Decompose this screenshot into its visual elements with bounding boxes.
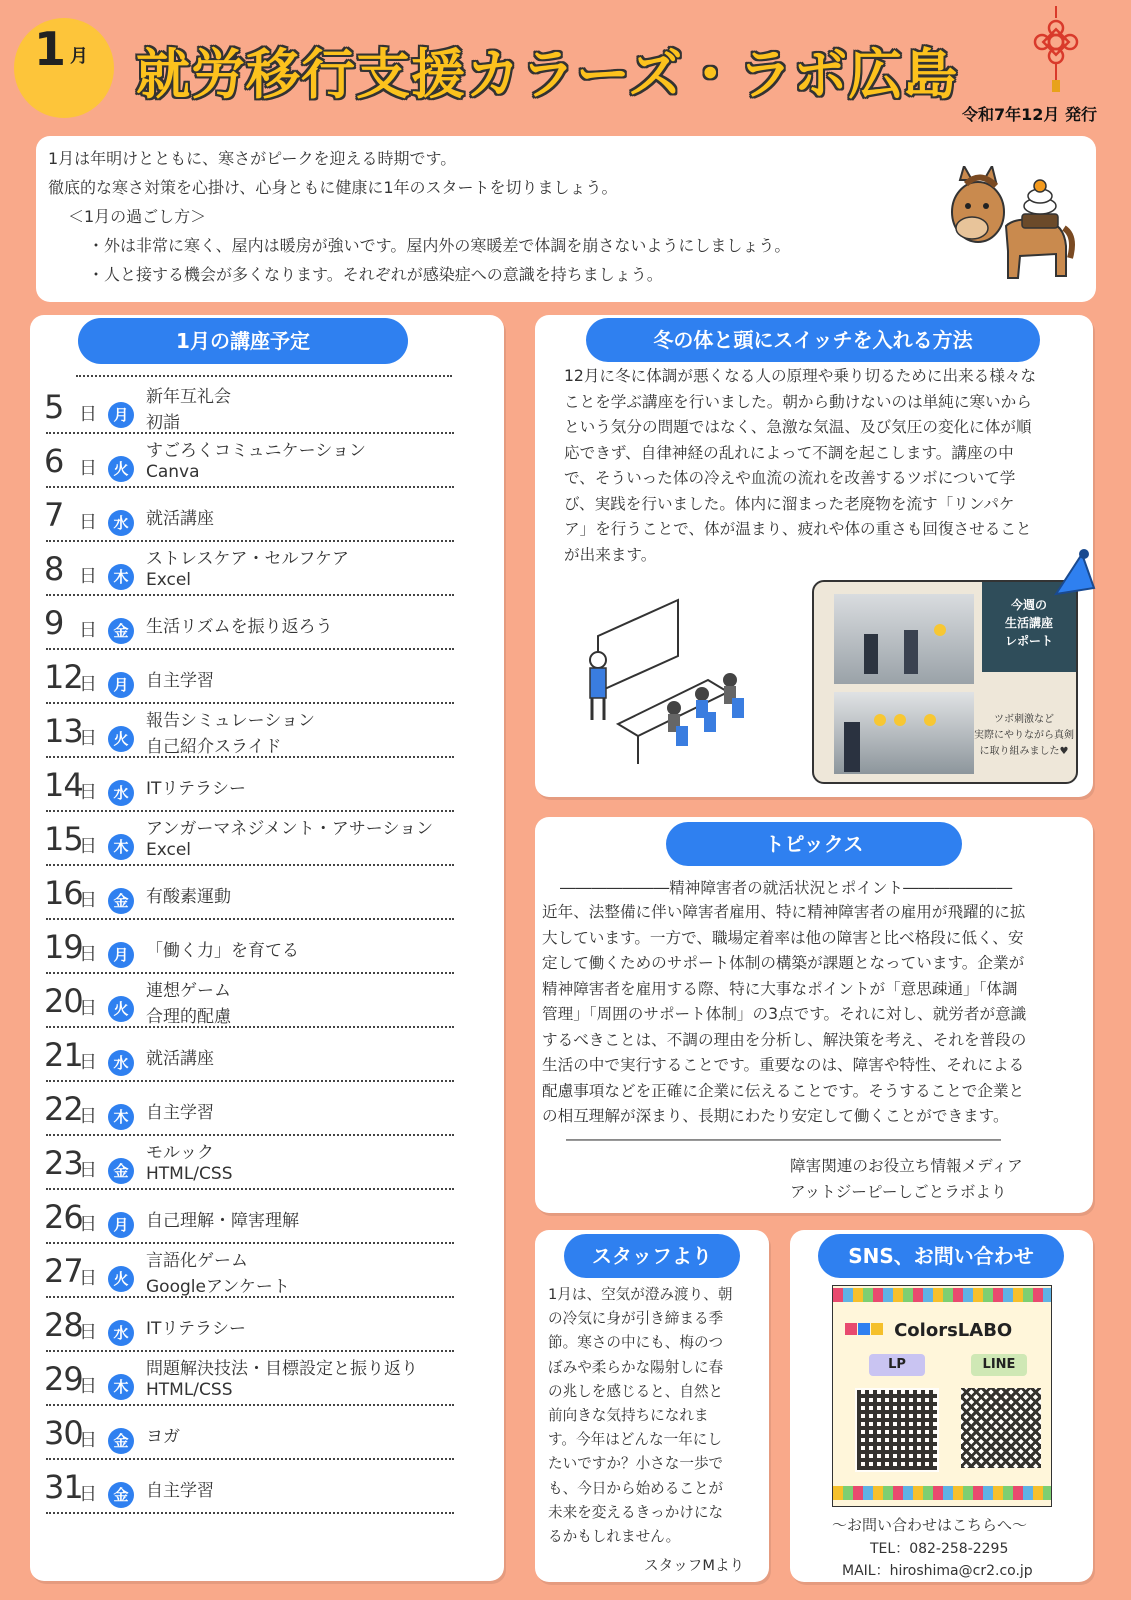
staff-line: の兆しを感じると、自然と xyxy=(548,1382,724,1400)
schedule-day-unit: 日 xyxy=(79,782,97,803)
winter-report-line: という気分の問題ではなく、急激な気温、及び気圧の変化に体が順 xyxy=(564,418,1032,436)
schedule-row xyxy=(46,702,454,758)
schedule-course-subtitle: 自己紹介スライド xyxy=(146,737,282,757)
topics-body xyxy=(542,900,1026,1130)
schedule-day-unit: 日 xyxy=(79,1268,97,1289)
intro-line: 徹底的な寒さ対策を心掛け、心身ともに健康に1年のスタートを切りましょう。 xyxy=(48,178,618,197)
schedule-course-subtitle: Excel xyxy=(146,570,192,590)
winter-report-title: 冬の体と頭にスイッチを入れる方法 xyxy=(586,318,1040,362)
intro-heading: ＜1月の過ごし方＞ xyxy=(68,207,207,226)
schedule-course-title: 就活講座 xyxy=(146,1049,214,1069)
schedule-row xyxy=(46,1026,454,1082)
schedule-weekday-badge: 金 xyxy=(108,888,134,914)
topics-line: するべきことは、不調の理由を分析し、解決策を考え、それを普段の xyxy=(542,1030,1027,1049)
schedule-day-unit: 日 xyxy=(79,620,97,641)
schedule-day: 21 xyxy=(44,1036,83,1074)
schedule-day: 20 xyxy=(44,982,83,1020)
schedule-weekday-badge: 木 xyxy=(108,564,134,590)
report-photo-1 xyxy=(834,594,974,684)
staff-line: ぼみや柔らかな陽射しに春 xyxy=(548,1358,724,1376)
topics-line: の相互理解が深まり、長期にわたり安定して働くことができます。 xyxy=(542,1107,1009,1125)
schedule-day-unit: 日 xyxy=(79,1430,97,1451)
report-label-line: 生活講座 xyxy=(1004,616,1053,630)
winter-report-line: 応できず、自律神経の乱れによって不調を起こします。講座の中 xyxy=(564,443,1014,462)
schedule-weekday-badge: 水 xyxy=(108,510,134,536)
month-number: 1 xyxy=(34,22,67,76)
schedule-weekday-badge: 月 xyxy=(108,672,134,698)
schedule-weekday-badge: 水 xyxy=(108,1320,134,1346)
schedule-day: 29 xyxy=(44,1360,83,1398)
winter-report-body xyxy=(564,364,1036,568)
handnote-line: に取り組みました♥ xyxy=(979,746,1069,757)
report-label-line: レポート xyxy=(1004,634,1053,648)
schedule-day: 13 xyxy=(44,712,83,750)
topics-line: 定して働くためのサポート体制の構築が課題となっています。企業が xyxy=(542,954,1025,972)
schedule-course-subtitle: 初詣 xyxy=(146,413,180,433)
schedule-day: 28 xyxy=(44,1306,83,1344)
handnote-line: 実際にやりながら真剣 xyxy=(974,730,1074,741)
report-photo-2 xyxy=(834,692,974,774)
report-label-line: 今週の xyxy=(1010,598,1047,612)
schedule-course-title: 問題解決技法・目標設定と振り返り xyxy=(146,1359,418,1379)
schedule-day: 31 xyxy=(44,1468,83,1506)
topics-line: 近年、法整備に伴い障害者雇用、特に精神障害者の雇用が飛躍的に拡 xyxy=(542,903,1026,921)
report-handnote xyxy=(974,712,1074,760)
colorslabo-logo xyxy=(845,1320,1012,1341)
schedule-day: 19 xyxy=(44,928,83,966)
sns-title: SNS、お問い合わせ xyxy=(818,1234,1064,1278)
staff-title: スタッフより xyxy=(564,1234,740,1278)
topics-rule: ――――――――――――――――――――――――――――― xyxy=(566,1130,1001,1148)
schedule-row xyxy=(46,810,454,866)
winter-report-line: ア」を行うことで、体が温まり、疲れや体の重さも回復させること xyxy=(564,520,1032,538)
schedule-day: 5 xyxy=(44,388,64,426)
schedule-weekday-badge: 月 xyxy=(108,942,134,968)
issue-date: 令和7年12月 発行 xyxy=(962,105,1097,124)
schedule-course-title: 新年互礼会 xyxy=(146,387,231,407)
schedule-course-title: 自主学習 xyxy=(146,1481,214,1501)
winter-report-line: び、実践を行いました。体内に溜まった老廃物を流す「リンパケ xyxy=(564,494,1015,513)
schedule-day-unit: 日 xyxy=(79,890,97,911)
schedule-day: 23 xyxy=(44,1144,83,1182)
schedule-course-title: 自主学習 xyxy=(146,1103,214,1123)
staff-line: たいですか？小さな一歩で xyxy=(548,1455,724,1473)
schedule-row xyxy=(46,864,454,920)
staff-line: も、今日から始めることが xyxy=(548,1479,724,1497)
schedule-course-title: ITリテラシー xyxy=(146,779,247,799)
schedule-weekday-badge: 水 xyxy=(108,780,134,806)
schedule-day-unit: 日 xyxy=(79,1214,97,1235)
schedule-weekday-badge: 火 xyxy=(108,456,134,482)
staff-line: 未来を変えるきっかけにな xyxy=(548,1503,724,1521)
classroom-illustration-icon xyxy=(578,596,768,776)
schedule-weekday-badge: 火 xyxy=(108,996,134,1022)
schedule-course-subtitle: Googleアンケート xyxy=(146,1277,290,1297)
schedule-weekday-badge: 木 xyxy=(108,834,134,860)
schedule-course-title: 自主学習 xyxy=(146,671,214,691)
topics-line: 生活の中で実行することです。重要なのは、障害や特性、それによる xyxy=(542,1056,1025,1074)
schedule-row xyxy=(46,1458,454,1514)
schedule-day: 7 xyxy=(44,496,64,534)
schedule-row xyxy=(46,918,454,974)
topics-source: アットジーピーしごとラボより xyxy=(790,1183,1007,1201)
schedule-day: 27 xyxy=(44,1252,83,1290)
schedule-day: 16 xyxy=(44,874,83,912)
schedule-course-subtitle: Canva xyxy=(146,462,200,482)
bunting-top xyxy=(833,1288,1051,1302)
schedule-course-title: 言語化ゲーム xyxy=(146,1251,248,1271)
schedule-course-title: 有酸素運動 xyxy=(146,887,231,907)
staff-line: の冷気に身が引き締まる季 xyxy=(548,1310,724,1328)
schedule-course-title: 自己理解・障害理解 xyxy=(146,1211,299,1231)
schedule-weekday-badge: 金 xyxy=(108,618,134,644)
schedule-weekday-badge: 月 xyxy=(108,1212,134,1238)
intro-box xyxy=(36,136,1096,302)
schedule-course-title: 「働く力」を育てる xyxy=(146,941,299,961)
schedule-weekday-badge: 木 xyxy=(108,1104,134,1130)
schedule-row xyxy=(46,648,454,704)
schedule-weekday-badge: 水 xyxy=(108,1050,134,1076)
schedule-day-unit: 日 xyxy=(79,728,97,749)
schedule-row xyxy=(46,540,454,596)
schedule-weekday-badge: 火 xyxy=(108,1266,134,1292)
schedule-row xyxy=(46,378,454,434)
schedule-day-unit: 日 xyxy=(79,998,97,1019)
schedule-day: 8 xyxy=(44,550,64,588)
schedule-course-title: 連想ゲーム xyxy=(146,981,231,1001)
schedule-course-title: 生活リズムを振り返ろう xyxy=(146,617,333,637)
schedule-day: 12 xyxy=(44,658,83,696)
winter-report-line: ことを学ぶ講座を行いました。朝から動けないのは単純に寒いから xyxy=(564,392,1032,411)
topics-line: 管理」「周囲のサポート体制」の3点です。それに対し、就労者が意識 xyxy=(542,1005,1027,1023)
schedule-day-unit: 日 xyxy=(79,1106,97,1127)
schedule-day-unit: 日 xyxy=(79,1376,97,1397)
schedule-day: 26 xyxy=(44,1198,83,1236)
schedule-course-subtitle: HTML/CSS xyxy=(146,1380,233,1400)
schedule-row xyxy=(46,1134,454,1190)
schedule-row xyxy=(46,486,454,542)
schedule-weekday-badge: 金 xyxy=(108,1482,134,1508)
schedule-day-unit: 日 xyxy=(79,512,97,533)
winter-report-line: が出来ます。 xyxy=(564,545,657,564)
schedule-title: 1月の講座予定 xyxy=(78,318,408,364)
schedule-day: 9 xyxy=(44,604,64,642)
schedule-weekday-badge: 金 xyxy=(108,1428,134,1454)
contact-mail[interactable]: MAIL：hiroshima@cr2.co.jp xyxy=(842,1563,1033,1579)
winter-report-line: で、そういった体の冷えや血流の流れを改善するツボについて学 xyxy=(564,469,1016,487)
schedule-row xyxy=(46,756,454,812)
schedule-day-unit: 日 xyxy=(79,458,97,479)
schedule-day-unit: 日 xyxy=(79,944,97,965)
winter-report-line: 12月に冬に体調が悪くなる人の原理や乗り切るために出来る様々な xyxy=(564,367,1037,385)
schedule-row xyxy=(46,594,454,650)
topics-line: 配慮事項などを正確に企業に伝えることです。そうすることで企業と xyxy=(542,1081,1025,1100)
schedule-row xyxy=(46,1296,454,1352)
staff-line: るかもしれません。 xyxy=(548,1528,681,1546)
schedule-day-unit: 日 xyxy=(79,1484,97,1505)
staff-line: 1月は、空気が澄み渡り、朝 xyxy=(548,1286,733,1303)
schedule-course-title: ストレスケア・セルフケア xyxy=(146,549,349,569)
schedule-day: 14 xyxy=(44,766,83,804)
schedule-course-title: 就活講座 xyxy=(146,509,214,529)
schedule-course-title: ヨガ xyxy=(146,1427,180,1447)
topics-line: 大しています。一方で、職場定着率は他の障害と比べ格段に低く、安 xyxy=(542,928,1024,947)
schedule-top-divider xyxy=(76,375,452,377)
topics-source: 障害関連のお役立ち情報メディア xyxy=(790,1157,1023,1175)
line-label: LINE xyxy=(971,1354,1027,1376)
schedule-weekday-badge: 木 xyxy=(108,1374,134,1400)
schedule-row xyxy=(46,1080,454,1136)
chinese-knot-ornament-icon xyxy=(1028,6,1084,96)
brand-name: ColorsLABO xyxy=(894,1320,1013,1341)
bunting-bottom xyxy=(833,1486,1051,1500)
staff-body xyxy=(548,1283,732,1549)
schedule-day: 15 xyxy=(44,820,83,858)
topics-title: トピックス xyxy=(666,822,962,866)
schedule-row xyxy=(46,1350,454,1406)
topics-heading: ―――――――精神障害者の就活状況とポイント――――――― xyxy=(560,879,1013,897)
handnote-line: ツボ刺激など xyxy=(994,714,1054,725)
schedule-course-title: すごろくコミュニケーション xyxy=(146,441,366,461)
staff-line: 節。寒さの中にも、梅のつ xyxy=(548,1334,724,1352)
party-hat-icon xyxy=(1052,548,1098,600)
schedule-weekday-badge: 月 xyxy=(108,402,134,428)
schedule-day-unit: 日 xyxy=(79,674,97,695)
schedule-row xyxy=(46,972,454,1028)
contact-tel: TEL：082-258-2295 xyxy=(870,1541,1009,1557)
staff-line: す。今年はどんな一年にし xyxy=(548,1431,722,1449)
schedule-day: 30 xyxy=(44,1414,83,1452)
horse-kagami-mochi-illustration-icon xyxy=(946,166,1076,286)
schedule-row xyxy=(46,432,454,488)
schedule-course-title: ITリテラシー xyxy=(146,1319,247,1339)
schedule-row xyxy=(46,1188,454,1244)
schedule-day-unit: 日 xyxy=(79,566,97,587)
qr-code-lp-icon[interactable] xyxy=(855,1388,939,1472)
schedule-day-unit: 日 xyxy=(79,1160,97,1181)
schedule-course-subtitle: HTML/CSS xyxy=(146,1164,233,1184)
schedule-weekday-badge: 火 xyxy=(108,726,134,752)
schedule-row xyxy=(46,1404,454,1460)
schedule-day-unit: 日 xyxy=(79,1322,97,1343)
report-photo-card xyxy=(812,580,1078,784)
schedule-day-unit: 日 xyxy=(79,404,97,425)
schedule-course-subtitle: 合理的配慮 xyxy=(146,1007,231,1027)
schedule-course-title: モルック xyxy=(146,1143,214,1163)
lp-label: LP xyxy=(869,1354,925,1376)
schedule-course-title: アンガーマネジメント・アサーション xyxy=(146,819,434,839)
intro-line: 1月は年明けとともに、寒さがピークを迎える時期です。 xyxy=(48,149,457,168)
intro-bullet: ・人と接する機会が多くなります。それぞれが感染症への意識を持ちましょう。 xyxy=(88,265,663,284)
staff-signature: スタッフMより xyxy=(644,1557,745,1574)
staff-line: 前向きな気持ちになれま xyxy=(548,1407,709,1425)
schedule-course-subtitle: Excel xyxy=(146,840,192,860)
month-unit: 月 xyxy=(70,46,88,67)
page-title: 就労移行支援カラーズ・ラボ広島 xyxy=(136,43,959,106)
topics-line: 精神障害者を雇用する際、特に大事なポイントが「意思疎通」「体調 xyxy=(542,979,1018,998)
sns-qr-panel xyxy=(832,1285,1052,1507)
intro-bullet: ・外は非常に寒く、屋内は暖房が強いです。屋内外の寒暖差で体調を崩さないようにしましょう。 xyxy=(88,236,791,255)
contact-heading: ～お問い合わせはこちらへ～ xyxy=(832,1516,1028,1534)
schedule-course-title: 報告シミュレーション xyxy=(146,711,315,731)
qr-code-line-icon[interactable] xyxy=(961,1388,1041,1468)
schedule-row xyxy=(46,1242,454,1298)
schedule-day: 6 xyxy=(44,442,64,480)
schedule-day-unit: 日 xyxy=(79,1052,97,1073)
schedule-weekday-badge: 金 xyxy=(108,1158,134,1184)
schedule-day: 22 xyxy=(44,1090,83,1128)
schedule-day-unit: 日 xyxy=(79,836,97,857)
